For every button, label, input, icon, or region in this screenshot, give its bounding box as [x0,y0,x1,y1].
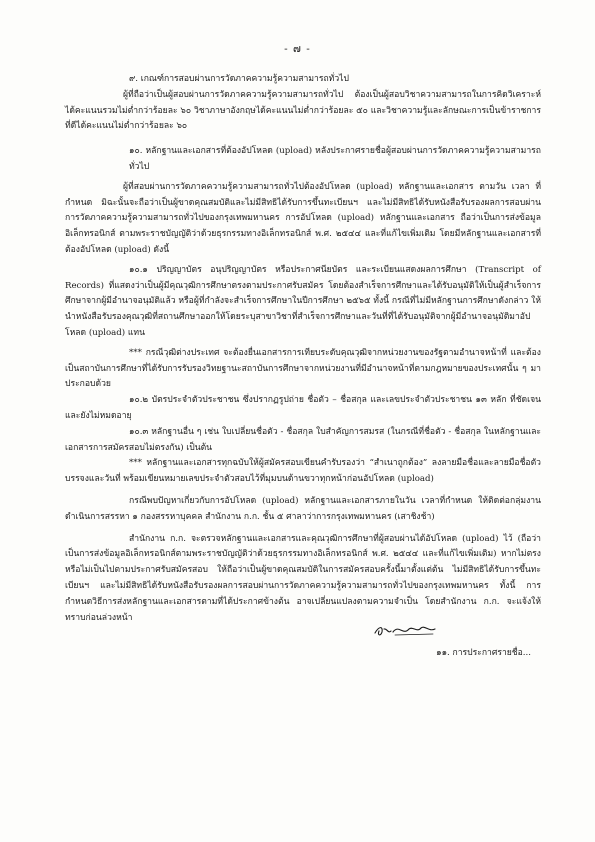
section-10-upload-problem: กรณีพบปัญหาเกี่ยวกับการอัปโหลด (upload) หลักฐานและเอกสารภายในวัน เวลาที่กำหนด ให้ติดต่อกลุ่มงานดำเนินการสรรหา ๑ กองสรรหาบุคคล สำนักงาน ก.ก. ชั้น ๕ ศาลาว่าการกรุงเทพมหานคร (เสาชิงช้า) [65,495,541,522]
section-9-body: ผู้ที่ถือว่าเป็นผู้สอบผ่านการวัดภาคความรู้ความสามารถทั่วไป ต้องเป็นผู้สอบวิชาความสามารถในการคิดวิเคราะห์ได้คะแนนรวมไม่ต่ำกว่าร้อยละ ๖๐ วิชาภาษาอังกฤษได้คะแนนไม่ต่ำกว่าร้อยละ ๕๐ และวิชาความรู้และลักษณะการเป็นข้าราชการที่ดีได้คะแนนไม่ต่ำกว่าร้อยละ ๖๐ [65,89,541,132]
section-10-3: ๑๐.๓ หลักฐานอื่น ๆ เช่น ใบเปลี่ยนชื่อตัว - ชื่อสกุล ใบสำคัญการสมรส (ในกรณีที่ชื่อตัว - ชื่อสกุล ในหลักฐานและเอกสารการสมัครสอบไม่ตรงกัน) เป็นต้น [65,426,541,453]
signature-area [65,622,541,644]
section-10-heading: ๑๐. หลักฐานและเอกสารที่ต้องอัปโหลด (upload) หลังประกาศรายชื่อผู้สอบผ่านการวัดภาคความรู้ความสามารถทั่วไป [129,146,541,172]
section-10-note-foreign: *** กรณีวุฒิต่างประเทศ จะต้องยื่นเอกสารการเทียบระดับคุณวุฒิจากหน่วยงานของรัฐตามอำนาจหน้าที่ และต้องเป็นสถาบันการศึกษาที่ได้รับการรับรองวิทยฐานะสถาบันการศึกษาจากหน่วยงานที่มีอำนาจหน้าที่ตามกฎหมายของประเทศนั้น ๆ มาประกอบด้วย [65,347,541,390]
handwritten-initials [373,620,437,640]
section-10-1: ๑๐.๑ ปริญญาบัตร อนุปริญญาบัตร หรือประกาศนียบัตร และระเบียนแสดงผลการศึกษา (Transcript of Records) ที่แสดงว่าเป็นผู้มีคุณวุฒิการศึกษาตรงตามประกาศรับสมัคร โดยต้องสำเร็จการศึกษาและได้รับอนุมัติให้เป็นผู้สำเร็จการศึกษาจากผู้มีอำนาจอนุมัติแล้ว หรือผู้ที่กำลังจะสำเร็จการศึกษาในปีการศึกษา ๒๕๖๕ ทั้งนี้ กรณีที่ไม่มีหลักฐานการศึกษาดังกล่าว ให้นำหนังสือรับรองคุณวุฒิที่สถานศึกษาออกให้โดยระบุสาขาวิชาที่สำเร็จการศึกษาและวันที่ที่ได้รับอนุมัติจากผู้มีอำนาจอนุมัติมาอัปโหลด (upload) แทน [65,264,541,338]
document-body [65,66,541,662]
page-number: - ๗ - [284,43,311,55]
section-10-review: สำนักงาน ก.ก. จะตรวจหลักฐานและเอกสารและคุณวุฒิการศึกษาที่ผู้สอบผ่านได้อัปโหลด (upload) ไว้ (ถือว่าเป็นการส่งข้อมูลอิเล็กทรอนิกส์ตามพระราชบัญญัติว่าด้วยธุรกรรมทางอิเล็กทรอนิกส์ พ.ศ. ๒๕๔๔ และที่แก้ไขเพิ่มเติม) หากไม่ตรงหรือไม่เป็นไปตามประกาศรับสมัครสอบ ให้ถือว่าเป็นผู้ขาดคุณสมบัติในการสมัครสอบครั้งนี้มาตั้งแต่ต้น ไม่มีสิทธิได้รับการขึ้นทะเบียนฯ และไม่มีสิทธิได้รับหนังสือรับรองผลการสอบผ่านการวัดภาคความรู้ความสามารถทั่วไปของกรุงเทพมหานคร ทั้งนี้ การกำหนดวิธีการส่งหลักฐานและเอกสารตามที่ได้ประกาศข้างต้น อาจเปลี่ยนแปลงตามความจำเป็น โดยสำนักงาน ก.ก. จะแจ้งให้ทราบก่อนล่วงหน้า [65,533,541,623]
section-10-body: ผู้ที่สอบผ่านการวัดภาคความรู้ความสามารถทั่วไปต้องอัปโหลด (upload) หลักฐานและเอกสาร ตามวัน เวลา ที่กำหนด มิฉะนั้นจะถือว่าเป็นผู้ขาดคุณสมบัติและไม่มีสิทธิได้รับการขึ้นทะเบียนฯ และไม่มีสิทธิได้รับหนังสือรับรองผลการสอบผ่านการวัดภาคความรู้ความสามารถทั่วไปของกรุงเทพมหานคร การอัปโหลด (upload) หลักฐานและเอกสาร ถือว่าเป็นการส่งข้อมูลอิเล็กทรอนิกส์ ตามพระราชบัญญัติว่าด้วยธุรกรรมทางอิเล็กทรอนิกส์ พ.ศ. ๒๕๔๔ และที่แก้ไขเพิ่มเติม โดยมีหลักฐานและเอกสารที่ต้องอัปโหลด (upload) ดังนี้ [65,181,541,255]
continuation-marker: ๑๑. การประกาศรายชื่อ... [436,648,531,659]
section-10-note-certify: *** หลักฐานและเอกสารทุกฉบับให้ผู้สมัครสอบเขียนคำรับรองว่า “สำเนาถูกต้อง” ลงลายมือชื่อและลายมือชื่อตัวบรรจงและวันที่ พร้อมเขียนหมายเลขประจำตัวสอบไว้ที่มุมบนด้านขวาทุกหน้าก่อนอัปโหลด (upload) [65,458,541,485]
section-9-heading: ๙. เกณฑ์การสอบผ่านการวัดภาคความรู้ความสามารถทั่วไป [129,74,349,84]
section-10-2: ๑๐.๒ บัตรประจำตัวประชาชน ซึ่งปรากฏรูปถ่าย ชื่อตัว – ชื่อสกุล และเลขประจำตัวประชาชน ๑๓ หลัก ที่ชัดเจน และยังไม่หมดอายุ [65,395,541,421]
